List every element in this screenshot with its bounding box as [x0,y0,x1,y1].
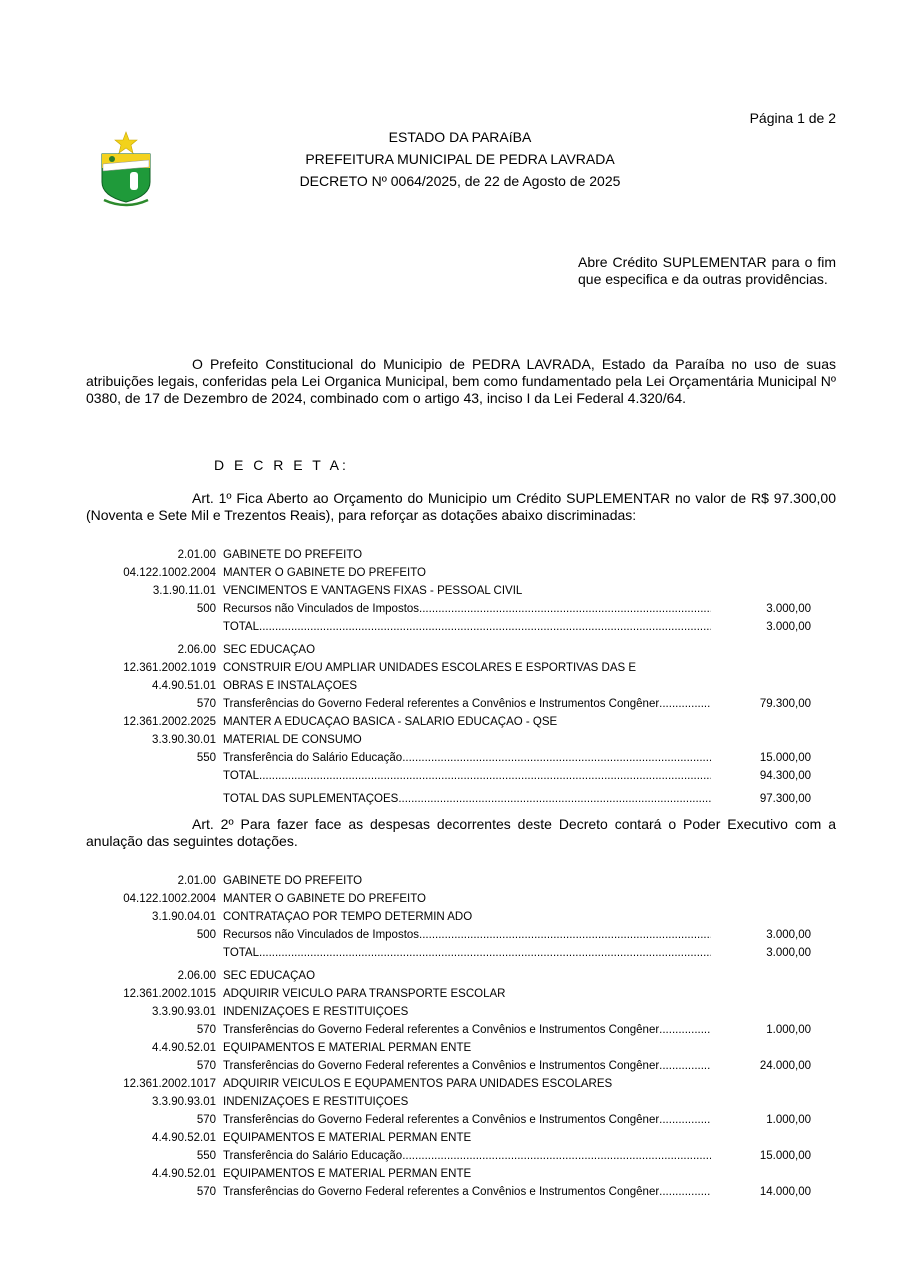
table-row [86,1057,816,1075]
table-row [86,908,816,926]
dot-leader [659,1024,711,1036]
dot-leader [402,752,711,764]
dotacao-description-text: EQUIPAMENTOS E MATERIAL PERMAN ENTE [223,1132,472,1144]
dotacao-value: 94.300,00 [759,770,811,782]
dotacao-code: 2.01.00 [177,549,216,561]
dotacao-description [223,893,816,905]
dotacao-description [223,1114,711,1126]
dotacao-description [223,716,816,728]
dotacao-description [223,698,711,710]
dotacao-value: 24.000,00 [759,1060,811,1072]
dotacao-description-text: INDENIZAÇÕES E RESTITUIÇÕES [223,1096,409,1108]
dotacao-code: 04.122.1002.2004 [123,893,216,905]
table-row [86,790,816,808]
dotacao-code: 04.122.1002.2004 [123,567,216,579]
dotacao-value: 79.300,00 [759,698,811,710]
table-row [86,582,816,600]
dotacao-description [223,621,711,633]
dotacao-value: 15.000,00 [759,752,811,764]
dotacao-description [223,549,816,561]
table-row [86,872,816,890]
decree-title: DECRETO Nº 0064/2025, de 22 de Agosto de 2025 [299,173,621,189]
annulment-table [86,872,816,1201]
dotacao-description-text: Transferência do Salário Educação [223,1150,403,1162]
dotacao-code: 570 [196,1060,216,1072]
dotacao-code: 2.06.00 [177,644,216,656]
dotacao-description [223,603,711,615]
dotacao-description-text: CONTRATAÇÃO POR TEMPO DETERMIN ADO [223,911,473,923]
dotacao-description-text: Transferências do Governo Federal referentes a Convênios e Instrumentos Congêner [223,1024,660,1036]
dotacao-description [223,929,711,941]
dotacao-code: 4.4.90.51.01 [152,680,216,692]
dotacao-code: 3.1.90.04.01 [152,911,216,923]
dotacao-value: 1.000,00 [766,1114,811,1126]
dotacao-code: 500 [196,603,216,615]
dotacao-description [223,1168,816,1180]
dotacao-description-text: INDENIZAÇÕES E RESTITUIÇÕES [223,1006,409,1018]
table-row [86,1111,816,1129]
dotacao-code: 2.06.00 [177,970,216,982]
dotacao-code: 570 [196,1186,216,1198]
dot-leader [259,947,711,959]
table-row [86,1165,816,1183]
dotacao-description [223,947,711,959]
dotacao-description-text: GABINETE DO PREFEITO [223,549,363,561]
dotacao-description [223,1078,816,1090]
dotacao-value: 1.000,00 [766,1024,811,1036]
dot-leader [402,1150,711,1162]
municipal-coat-of-arms-icon [96,130,156,208]
dotacao-description [223,644,816,656]
dotacao-description [223,734,816,746]
table-row [86,564,816,582]
table-row [86,1075,816,1093]
decreta-heading: D E C R E T A: [214,457,349,473]
dotacao-description-text: TOTAL [223,770,259,782]
dotacao-description [223,770,711,782]
dotacao-description [223,911,816,923]
dotacao-description-text: SEC EDUCAÇÃO [223,644,316,656]
table-row [86,546,816,564]
table-row [86,731,816,749]
dotacao-description-text: EQUIPAMENTOS E MATERIAL PERMAN ENTE [223,1042,472,1054]
dotacao-description-text: CONSTRUIR E/OU AMPLIAR UNIDADES ESCOLARES E ESPORTIVAS DAS E [223,662,637,674]
dotacao-description [223,680,816,692]
dot-leader [419,603,711,615]
table-row [86,985,816,1003]
dotacao-description [223,793,711,805]
dot-leader [659,1060,711,1072]
table-row [86,659,816,677]
dotacao-description-text: ADQUIRIR VEÍCULO PARA TRANSPORTE ESCOLAR [223,988,506,1000]
dotacao-description-text: VENCIMENTOS E VANTAGENS FIXAS - PESSOAL CIVIL [223,585,523,597]
dotacao-description [223,585,816,597]
dotacao-code: 4.4.90.52.01 [152,1132,216,1144]
dotacao-description-text: Transferências do Governo Federal referentes a Convênios e Instrumentos Congêner [223,1060,660,1072]
dotacao-code: 4.4.90.52.01 [152,1168,216,1180]
dotacao-description [223,988,816,1000]
table-row [86,713,816,731]
dotacao-code: 4.4.90.52.01 [152,1042,216,1054]
table-row [86,944,816,962]
preamble-text: O Prefeito Constitucional do Municipio de PEDRA LAVRADA, Estado da Paraíba no uso de suas atribuições legais, conferidas pela Lei Organica Municipal, bem como fundamentado pela Lei Orçamentária Municipal Nº 0380, de 17 de Dezembro de 2024, combinado com o artigo 43, inciso I da Lei Federal 4.320/64. [86,356,836,406]
dotacao-description-text: Recursos não Vinculados de Impostos [223,929,420,941]
table-row [86,890,816,908]
dotacao-code: 500 [196,929,216,941]
dotacao-description-text: MANTER A EDUCAÇAO BASICA - SALÁRIO EDUCAÇÃO - QSE [223,716,558,728]
municipality-title: PREFEITURA MUNICIPAL DE PEDRA LAVRADA [305,151,615,167]
dotacao-value: 3.000,00 [766,929,811,941]
dot-leader [259,770,711,782]
dotacao-code: 2.01.00 [177,875,216,887]
dotacao-value: 3.000,00 [766,621,811,633]
table-row [86,600,816,618]
dot-leader [398,793,711,805]
dotacao-value: 14.000,00 [759,1186,811,1198]
dotacao-description [223,662,816,674]
table-row [86,1003,816,1021]
dotacao-description-text: Transferências do Governo Federal referentes a Convênios e Instrumentos Congêner [223,698,660,710]
dotacao-description [223,1096,816,1108]
dotacao-description-text: SEC EDUCAÇÃO [223,970,316,982]
article-1-text: Art. 1º Fica Aberto ao Orçamento do Municipio um Crédito SUPLEMENTAR no valor de R$ 97.300,00 (Noventa e Sete Mil e Trezentos Reais), para reforçar as dotações abaixo discriminadas: [86,490,836,523]
dotacao-code: 3.3.90.30.01 [152,734,216,746]
dotacao-value: 15.000,00 [759,1150,811,1162]
dotacao-code: 550 [196,752,216,764]
table-row [86,749,816,767]
dotacao-description [223,567,816,579]
table-row [86,1183,816,1201]
table-row [86,1093,816,1111]
dotacao-code: 550 [196,1150,216,1162]
table-row [86,1021,816,1039]
dotacao-code: 12.361.2002.2025 [123,716,216,728]
dotacao-description-text: Recursos não Vinculados de Impostos [223,603,420,615]
dotacao-description-text: ADQUIRIR VEÍCULOS E EQUPAMENTOS PARA UNIDADES ESCOLARES [223,1078,613,1090]
table-row [86,1129,816,1147]
dotacao-description [223,1006,816,1018]
document-header [250,126,670,192]
dotacao-description-text: TOTAL DAS SUPLEMENTAÇÕES [223,793,399,805]
dot-leader [419,929,711,941]
dot-leader [659,1114,711,1126]
table-row [86,767,816,785]
dotacao-description-text: EQUIPAMENTOS E MATERIAL PERMAN ENTE [223,1168,472,1180]
dotacao-description [223,752,711,764]
dotacao-code: 3.1.90.11.01 [152,585,216,597]
dotacao-code: 12.361.2002.1015 [123,988,216,1000]
dotacao-description [223,875,816,887]
table-row [86,1039,816,1057]
table-row [86,641,816,659]
dotacao-description-text: MATERIAL DE CONSUMO [223,734,362,746]
page-number: Página 1 de 2 [749,110,836,126]
dot-leader [259,621,711,633]
table-row [86,1147,816,1165]
dotacao-description [223,1150,711,1162]
dot-leader [659,698,711,710]
dotacao-description-text: Transferência do Salário Educação [223,752,403,764]
dotacao-code: 570 [196,698,216,710]
dot-leader [659,1186,711,1198]
decree-summary: Abre Crédito SUPLEMENTAR para o fim que especifica e da outras providências. [578,254,836,287]
dotacao-description-text: TOTAL [223,621,259,633]
dotacao-code: 3.3.90.93.01 [152,1096,216,1108]
dotacao-value: 3.000,00 [766,947,811,959]
dotacao-description-text: OBRAS E INSTALAÇÕES [223,680,357,692]
dotacao-description-text: Transferências do Governo Federal referentes a Convênios e Instrumentos Congêner [223,1114,660,1126]
state-title: ESTADO DA PARAíBA [388,129,532,145]
preamble-paragraph [86,356,836,407]
dotacao-description-text: GABINETE DO PREFEITO [223,875,363,887]
dotacao-code: 3.3.90.93.01 [152,1006,216,1018]
dotacao-description-text: Transferências do Governo Federal referentes a Convênios e Instrumentos Congêner [223,1186,660,1198]
dotacao-description [223,1042,816,1054]
dotacao-description-text: MANTER O GABINETE DO PREFEITO [223,893,426,905]
table-row [86,926,816,944]
dotacao-code: 570 [196,1024,216,1036]
dotacao-code: 12.361.2002.1017 [123,1078,216,1090]
dotacao-description [223,1132,816,1144]
article-2 [86,816,836,850]
dotacao-description [223,1186,711,1198]
dotacao-description-text: TOTAL [223,947,259,959]
dotacao-description [223,1060,711,1072]
table-row [86,967,816,985]
dotacao-description [223,970,816,982]
table-row [86,618,816,636]
dotacao-description [223,1024,711,1036]
supplement-table [86,546,816,808]
dotacao-description-text: MANTER O GABINETE DO PREFEITO [223,567,426,579]
dotacao-code: 570 [196,1114,216,1126]
dotacao-value: 3.000,00 [766,603,811,615]
dotacao-value: 97.300,00 [759,793,811,805]
dotacao-code: 12.361.2002.1019 [123,662,216,674]
table-row [86,677,816,695]
article-2-text: Art. 2º Para fazer face as despesas decorrentes deste Decreto contará o Poder Executivo com a anulação das seguintes dotações. [86,816,836,849]
article-1 [86,490,836,524]
table-row [86,695,816,713]
